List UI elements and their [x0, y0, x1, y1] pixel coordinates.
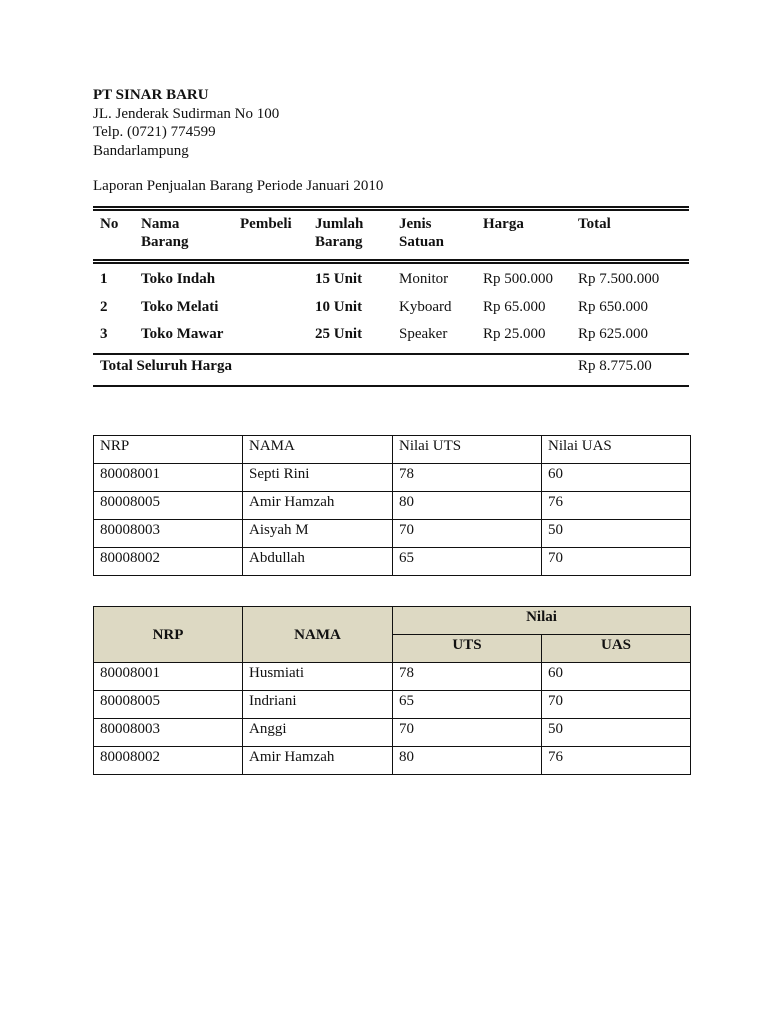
header-jumlah-line2: Barang [315, 234, 363, 250]
header-uas: UAS [542, 635, 691, 663]
header-nilai-uas: Nilai UAS [542, 436, 691, 464]
row-jumlah: 15 Unit [315, 271, 363, 287]
row-total: Rp 625.000 [578, 326, 649, 342]
header-nilai: Nilai [393, 607, 691, 635]
cell-uts: 78 [393, 663, 542, 691]
row-jumlah: 25 Unit [315, 326, 363, 342]
table-row [94, 663, 691, 691]
cell-nrp: 80008003 [94, 719, 243, 747]
cell-nama: Indriani [243, 691, 393, 719]
cell-nama: Aisyah M [243, 520, 393, 548]
cell-nrp: 80008005 [94, 492, 243, 520]
cell-uts: 65 [393, 691, 542, 719]
company-name: PT SINAR BARU [93, 87, 209, 103]
total-value: Rp 8.775.00 [578, 357, 652, 374]
cell-nama: Husmiati [243, 663, 393, 691]
table-row [94, 747, 691, 775]
cell-nrp: 80008001 [94, 663, 243, 691]
row-harga: Rp 65.000 [483, 298, 546, 315]
cell-nrp: 80008003 [94, 520, 243, 548]
cell-nrp: 80008005 [94, 691, 243, 719]
row-jumlah: 10 Unit [315, 298, 363, 315]
cell-uas: 50 [542, 719, 691, 747]
header-nrp: NRP [94, 436, 243, 464]
cell-uts: 78 [393, 464, 542, 492]
company-header [93, 86, 279, 160]
header-pembeli: Pembeli [240, 216, 292, 232]
header-jumlah [315, 215, 363, 251]
row-jenis: Speaker [399, 326, 448, 342]
cell-uas: 70 [542, 548, 691, 576]
table-row [93, 270, 689, 298]
cell-nama: Amir Hamzah [243, 492, 393, 520]
row-no: 3 [100, 326, 108, 342]
header-nama: NAMA [243, 607, 393, 663]
cell-uts: 80 [393, 492, 542, 520]
company-address: JL. Jenderak Sudirman No 100 [93, 105, 280, 122]
header-nama [141, 215, 189, 251]
header-nrp: NRP [94, 607, 243, 663]
header-jenis-line1: Jenis [399, 216, 432, 232]
table-row [94, 719, 691, 747]
cell-nama: Amir Hamzah [243, 747, 393, 775]
cell-uas: 50 [542, 520, 691, 548]
header-nilai-uts: Nilai UTS [393, 436, 542, 464]
header-jenis-line2: Satuan [399, 234, 445, 250]
header-jumlah-line1: Jumlah [315, 216, 364, 232]
table-row [94, 520, 691, 548]
company-city: Bandarlampung [93, 142, 189, 159]
header-nama-line1: Nama [141, 216, 180, 232]
total-row [93, 355, 689, 385]
header-no: No [100, 216, 119, 232]
row-nama: Toko Mawar [141, 326, 224, 342]
table-row [94, 548, 691, 576]
header-uts: UTS [393, 635, 542, 663]
grade-table-2 [93, 606, 691, 775]
total-bottom-rule [93, 385, 689, 387]
row-harga: Rp 500.000 [483, 271, 554, 287]
cell-uas: 76 [542, 492, 691, 520]
cell-uts: 70 [393, 520, 542, 548]
cell-nrp: 80008002 [94, 747, 243, 775]
sales-table [93, 206, 689, 387]
row-total: Rp 650.000 [578, 298, 649, 315]
row-jenis: Kyboard [399, 298, 452, 315]
grade-table-1 [93, 435, 691, 576]
row-nama: Toko Melati [141, 298, 219, 315]
cell-nrp: 80008002 [94, 548, 243, 576]
row-jenis: Monitor [399, 271, 449, 287]
row-nama: Toko Indah [141, 271, 216, 287]
table-row [94, 464, 691, 492]
report-title: Laporan Penjualan Barang Periode Januari 2010 [93, 178, 384, 194]
row-no: 2 [100, 298, 108, 315]
cell-nama: Septi Rini [243, 464, 393, 492]
cell-uas: 60 [542, 464, 691, 492]
cell-nrp: 80008001 [94, 464, 243, 492]
header-total: Total [578, 216, 611, 232]
table-row [94, 492, 691, 520]
header-nama: NAMA [243, 436, 393, 464]
row-total: Rp 7.500.000 [578, 271, 660, 287]
company-phone: Telp. (0721) 774599 [93, 124, 216, 140]
cell-uas: 60 [542, 663, 691, 691]
total-label: Total Seluruh Harga [100, 357, 232, 374]
header-harga: Harga [483, 216, 524, 232]
cell-uas: 70 [542, 691, 691, 719]
cell-uts: 65 [393, 548, 542, 576]
table-row [93, 325, 689, 353]
cell-uts: 80 [393, 747, 542, 775]
table-row [94, 691, 691, 719]
cell-nama: Abdullah [243, 548, 393, 576]
row-no: 1 [100, 271, 108, 287]
header-nama-line2: Barang [141, 234, 189, 250]
cell-nama: Anggi [243, 719, 393, 747]
header-jenis [399, 215, 444, 251]
table-header-row [94, 436, 691, 464]
table-header-row [94, 607, 691, 635]
cell-uts: 70 [393, 719, 542, 747]
row-harga: Rp 25.000 [483, 326, 546, 342]
table-row [93, 298, 689, 326]
sales-header-row [93, 211, 689, 259]
cell-uas: 76 [542, 747, 691, 775]
